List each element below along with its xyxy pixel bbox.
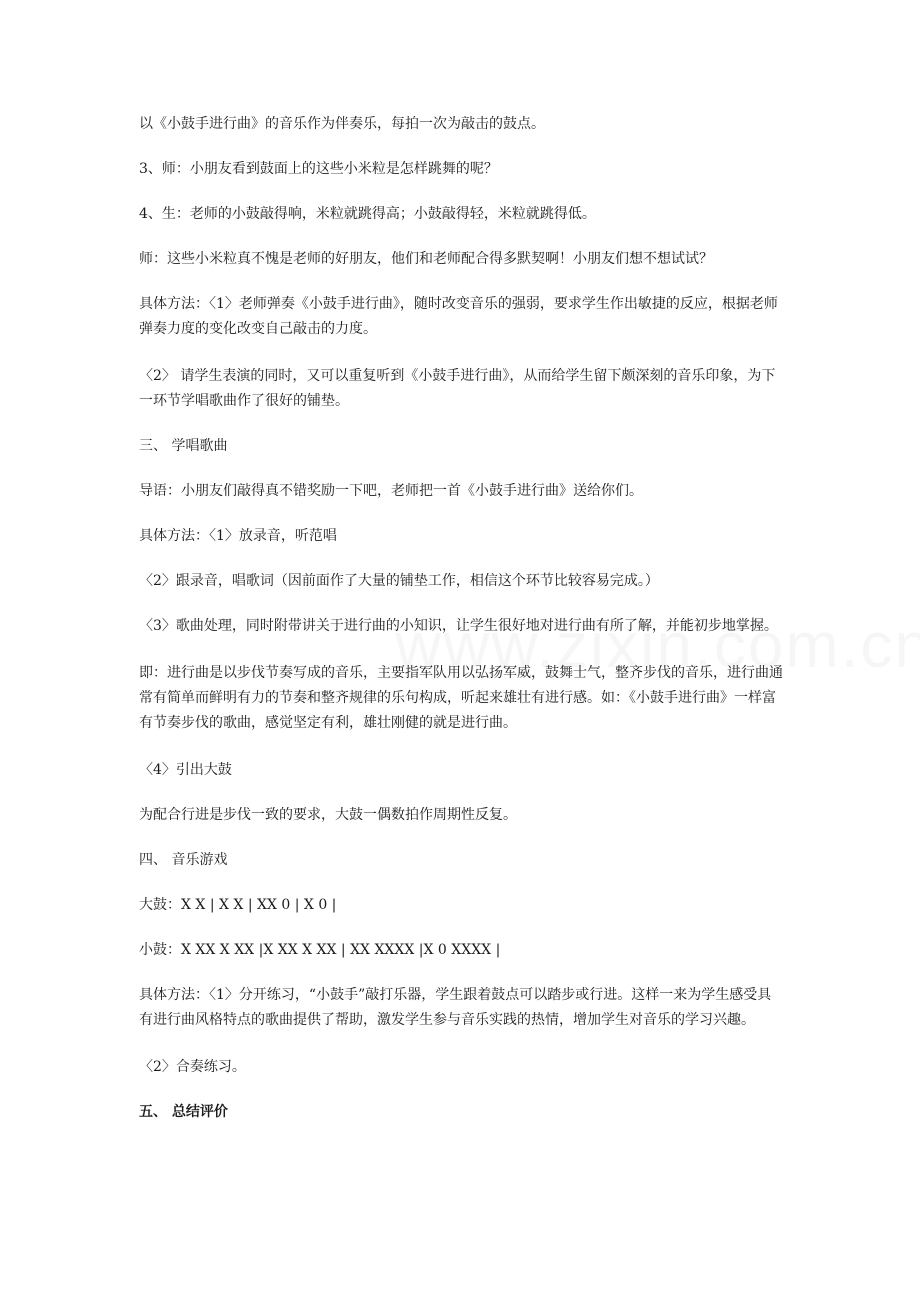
paragraph-march-definition: 即：进行曲是以步伐节奏写成的音乐，主要指军队用以弘扬军威，鼓舞士气，整齐步伐的音乐，进行曲通常有简单而鲜明有力的节奏和整齐规律的乐句构成，听起来雄壮有进行感。如：《小鼓手进行曲》一样富有节奏步伐的歌曲，感觉坚定有利，雄壮刚健的就是进行曲。: [139, 665, 783, 731]
paragraph-teacher-question: 3、师：小朋友看到鼓面上的这些小米粒是怎样跳舞的呢？: [139, 161, 498, 177]
paragraph-game-method-2: 〈2〉合奏练习。: [139, 1059, 246, 1075]
paragraph-big-drum-beat: 为配合行进是步伐一致的要求，大鼓一偶数拍作周期性反复。: [139, 807, 517, 823]
paragraph-teacher-praise: 师：这些小米粒真不愧是老师的好朋友，他们和老师配合得多默契啊！小朋友们想不想试试？: [139, 251, 713, 267]
section-heading-summary: 五、 总结评价: [139, 1104, 228, 1120]
paragraph-method-1: 具体方法：〈1〉老师弹奏《小鼓手进行曲》，随时改变音乐的强弱，要求学生作出敏捷的反应，根据老师弹奏力度的变化改变自己敲击的力度。: [139, 296, 778, 337]
rhythm-big-drum: 大鼓：X X | X X | XX 0 | X 0 |: [139, 897, 337, 913]
paragraph-accompaniment: 以《小鼓手进行曲》的音乐作为伴奏乐，每拍一次为敲击的鼓点。: [139, 116, 545, 132]
paragraph-song-method-1: 具体方法：〈1〉放录音，听范唱: [139, 528, 337, 544]
document-body: [139, 112, 784, 1125]
paragraph-introduction: 导语：小朋友们敲得真不错奖励一下吧，老师把一首《小鼓手进行曲》送给你们。: [139, 483, 643, 499]
paragraph-method-2: 〈2〉 请学生表演的同时，又可以重复听到《小鼓手进行曲》，从而给学生留下颇深刻的音乐印象，为下一环节学唱歌曲作了很好的铺垫。: [139, 368, 776, 409]
paragraph-game-method-1: 具体方法：〈1〉分开练习，“小鼓手”敲打乐器，学生跟着鼓点可以踏步或行进。这样一来为学生感受具有进行曲风格特点的歌曲提供了帮助，激发学生参与音乐实践的热情，增加学生对音乐的学习兴趣。: [139, 987, 772, 1028]
paragraph-song-method-3: 〈3〉歌曲处理，同时附带讲关于进行曲的小知识，让学生很好地对进行曲有所了解，并能初步地掌握。: [139, 618, 778, 634]
rhythm-small-drum: 小鼓：X XX X XX |X XX X XX | XX XXXX |X 0 XXXX |: [139, 942, 501, 958]
section-heading-learn-song: 三、 学唱歌曲: [139, 438, 228, 454]
paragraph-song-method-2: 〈2〉跟录音，唱歌词（因前面作了大量的铺垫工作，相信这个环节比较容易完成。）: [139, 573, 659, 589]
paragraph-big-drum-intro: 〈4〉引出大鼓: [139, 762, 232, 778]
section-heading-music-game: 四、 音乐游戏: [139, 852, 228, 868]
paragraph-student-answer: 4、生：老师的小鼓敲得响，米粒就跳得高；小鼓敲得轻，米粒就跳得低。: [139, 206, 596, 222]
